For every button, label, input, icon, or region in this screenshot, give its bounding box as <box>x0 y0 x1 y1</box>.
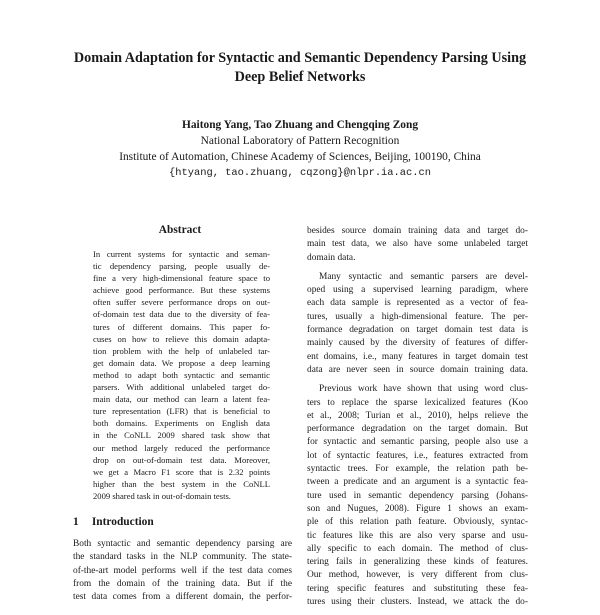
body-line: Our method, however, is very different from clus- <box>307 570 528 581</box>
body-line: Many syntactic and semantic parsers are devel- <box>319 271 528 282</box>
body-line: ters to replace the sparse lexicalized features (Koo <box>307 397 528 408</box>
body-line: ture used in semantic dependency parsing (Johans- <box>307 490 528 501</box>
body-line: tures, usually a high-dimensional feature. The per- <box>307 311 528 322</box>
paragraph <box>307 383 528 609</box>
abstract-line: of-domain test data due to the diversity of fea- <box>93 309 270 320</box>
abstract-line: 2009 shared task in out-of-domain tests. <box>93 490 231 501</box>
affiliation-lab: National Laboratory of Pattern Recognition <box>200 135 400 147</box>
abstract-line: in the CoNLL 2009 shared task show that <box>93 430 270 441</box>
abstract-line: our method largely reduced the performance <box>93 442 270 453</box>
body-line: data are never seen in source domain training data. <box>307 364 528 375</box>
body-line: oped using a supervised learning paradigm, where <box>307 285 528 296</box>
body-line: ally specific to each domain. The method of clus- <box>307 543 528 554</box>
body-line: performance degradation on the target domain. But <box>307 424 528 435</box>
paragraph <box>307 225 528 265</box>
abstract-line: tion problem with the help of unlabeled tar- <box>93 345 270 356</box>
body-line: Both syntactic and semantic dependency parsing are <box>73 539 292 549</box>
abstract-line: tures of different domains. This paper fo- <box>93 321 270 332</box>
body-line: each data sample is represented as a vector of fea- <box>307 298 528 309</box>
body-line: test data comes from a different domain, the perfor- <box>73 592 292 603</box>
author-email: {htyang, tao.zhuang, cqzong}@nlpr.ia.ac.cn <box>169 167 431 179</box>
body-line: Previous work have shown that using word clus- <box>319 384 528 395</box>
body-line: tures using their clusters. Instead, we attack the do- <box>307 597 528 608</box>
section-number: 1 <box>73 516 79 528</box>
introduction-body <box>73 538 292 604</box>
body-line: main test data, we also have some unlabeled target <box>307 239 528 250</box>
abstract-line: tic dependency parsing, people usually de- <box>93 261 270 272</box>
body-line: the standard tasks in the NLP community. The state- <box>73 552 292 563</box>
abstract-heading: Abstract <box>158 224 202 236</box>
abstract-body <box>93 248 270 502</box>
body-line: tween a predicate and an argument is a syntactic fea- <box>307 477 528 488</box>
abstract-line: main data, our method can learn a latent fea- <box>93 394 270 405</box>
abstract-line: parsers. With additional unlabeled target do- <box>93 382 270 393</box>
abstract-line: get domain data. We propose a deep learning <box>93 357 270 368</box>
abstract-line: fine a very high-dimensional feature space to <box>93 273 270 284</box>
body-line: tic features like this are also very sparse and usu- <box>307 530 528 541</box>
body-line: lot of syntactic features, i.e., features extracted from <box>307 450 528 461</box>
section-title: Introduction <box>91 516 154 528</box>
author-names: Haitong Yang, Tao Zhuang and Chengqing Zong <box>181 119 419 131</box>
body-line: besides source domain training data and target do- <box>307 226 528 236</box>
paragraph <box>307 271 528 377</box>
author-block <box>40 117 560 181</box>
abstract-line: often suffer severe performance drops on out- <box>93 297 270 308</box>
abstract-line: method to adapt both syntactic and semantic <box>93 369 270 380</box>
abstract-line: achieve good performance. But these systems <box>93 285 270 296</box>
body-line: from the domain of the training data. But if the <box>73 578 292 589</box>
abstract-line: In current systems for syntactic and seman- <box>93 249 270 259</box>
body-line: for syntactic and semantic parsing, people also use a <box>307 437 528 448</box>
paper-title <box>40 49 560 87</box>
body-line: ple of this relation path feature. Obviously, syntac- <box>307 517 528 528</box>
body-line: tering fails in generalizing these kinds of features. <box>307 557 528 568</box>
abstract-line: cuses on how to relieve this domain adapta- <box>93 333 270 344</box>
body-line: domain data. <box>307 252 356 263</box>
abstract-line: we get a Macro F1 score that is 2.32 points <box>93 466 270 477</box>
title-line-2: Deep Belief Networks <box>234 69 366 85</box>
abstract-line: ture representation (LFR) that is beneficial to <box>93 406 270 417</box>
body-line: mainly caused by the diversity of features of differ- <box>307 338 528 349</box>
body-line: tering specific features and substituting these fea- <box>307 583 528 594</box>
body-line: formance degradation on target domain test data is <box>307 325 528 336</box>
body-line: son and Nugues, 2008). Figure 1 shows an exam- <box>307 503 528 514</box>
abstract-line: higher than the best system in the CoNLL <box>93 478 270 489</box>
section-heading-introduction <box>73 516 154 528</box>
body-line: ent domains, i.e., many features in target domain test <box>307 351 528 362</box>
title-line-1: Domain Adaptation for Syntactic and Semantic Dependency Parsing Using <box>73 50 527 66</box>
body-line: et al., 2008; Turian et al., 2010), helps relieve the <box>307 410 528 421</box>
body-line: of-the-art model performs well if the test data comes <box>73 565 292 576</box>
body-line: syntactic trees. For example, the relation path be- <box>307 464 528 475</box>
affiliation-institute: Institute of Automation, Chinese Academy of Sciences, Beijing, 100190, China <box>119 151 481 163</box>
abstract-line: both domains. Experiments on English data <box>93 418 270 429</box>
abstract-line: drop on out-of-domain test data. Moreover, <box>93 454 270 465</box>
right-column <box>307 225 528 615</box>
